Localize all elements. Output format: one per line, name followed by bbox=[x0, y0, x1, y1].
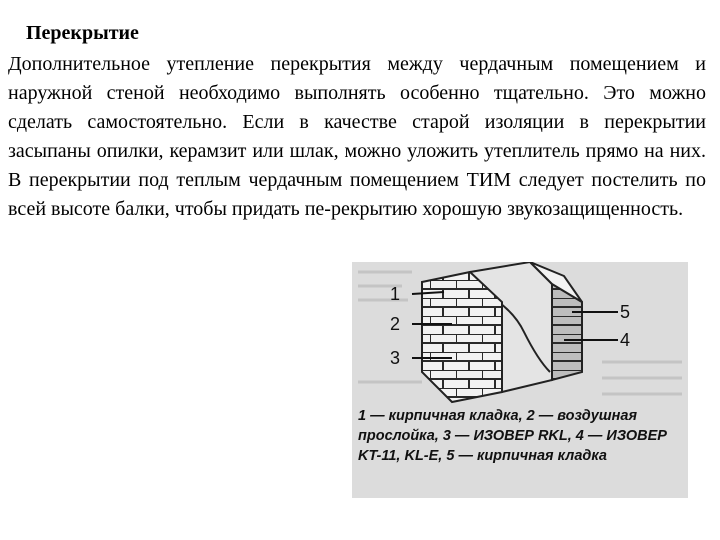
body-paragraph: Дополнительное утепление перекрытия между чердачным помещением и наружной стеной необходимо выполнять особенно тщательно. Это можно сделать самостоятельно. Если в качестве старой изоляции в перекрытии засыпаны опилки, керамзит или шлак, можно уложить утеплитель прямо на них. В перекрытии под теплым чердачным помещением ТИМ следует постелить по всей высоте балки, чтобы придать пе-рекрытию хорошую звукозащищенность. bbox=[8, 53, 706, 220]
label-1: 1 bbox=[390, 284, 401, 304]
page-title: Перекрытие bbox=[26, 22, 139, 44]
wall-diagram-figure bbox=[352, 262, 688, 498]
label-5: 5 bbox=[620, 302, 631, 322]
label-4: 4 bbox=[620, 330, 631, 350]
label-3: 3 bbox=[390, 348, 401, 368]
figure-caption: 1 — кирпичная кладка, 2 — воздушная прослойка, 3 — ИЗОВЕР RKL, 4 — ИЗОВЕР KT-11, KL-E, 5 — кирпичная кладка bbox=[358, 408, 667, 464]
label-2: 2 bbox=[390, 314, 401, 334]
outer-brick-wall bbox=[422, 272, 502, 402]
